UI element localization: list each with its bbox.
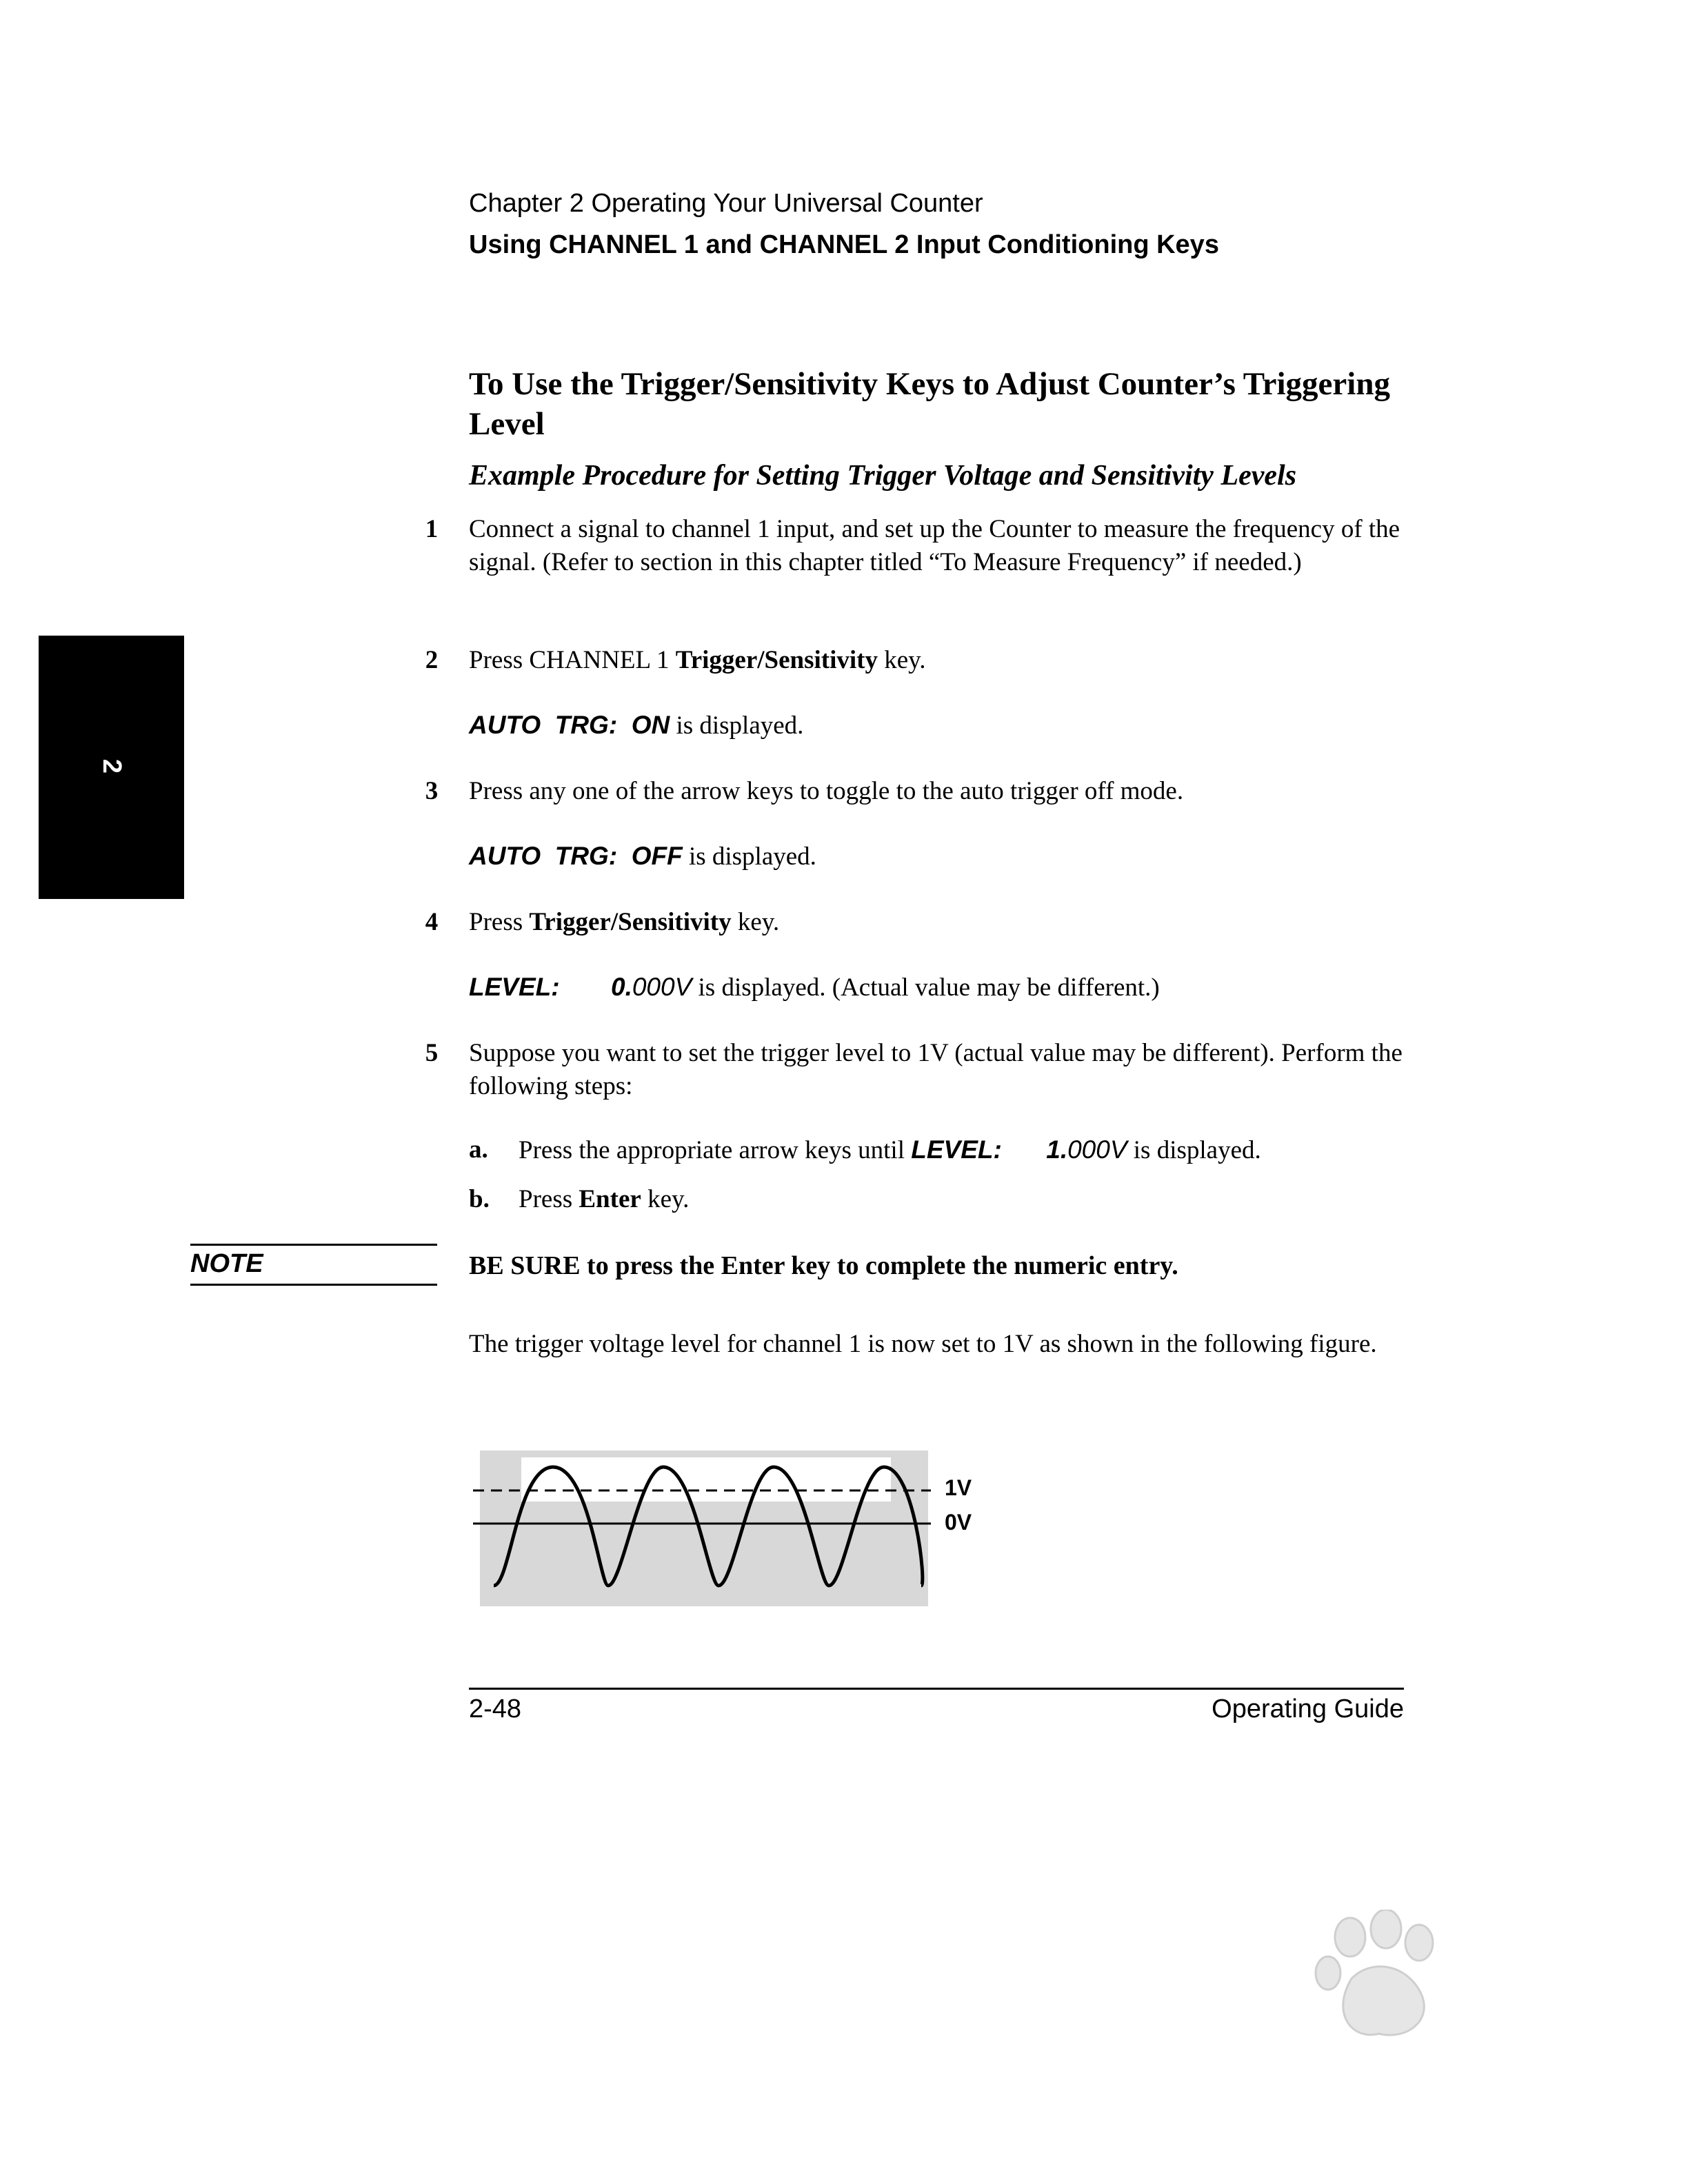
substep-b-post: key. (641, 1185, 690, 1213)
display-label: LEVEL: (911, 1135, 1002, 1164)
note-text: BE SURE to press the Enter key to complete the numeric entry. (469, 1251, 1178, 1280)
paw-icon (1186, 1910, 1586, 2172)
substep-a-pre: Press the appropriate arrow keys until (519, 1136, 912, 1164)
display-auto-trg-off (469, 840, 816, 873)
note-rule-bottom (190, 1284, 437, 1286)
substep-b-text (519, 1183, 689, 1216)
step-4-post: key. (731, 908, 780, 936)
display-value-int: 0. (611, 973, 632, 1001)
footer-rule (469, 1688, 1404, 1690)
display-readout: AUTO TRG: ON (469, 711, 670, 739)
display-value-dec: 000V (1067, 1135, 1127, 1164)
display-label: LEVEL: (469, 973, 560, 1001)
enter-key-label: Enter (579, 1185, 641, 1213)
figure-label-0v: 0V (945, 1510, 972, 1535)
step-3-number: 3 (425, 777, 439, 805)
step-3-text: Press any one of the arrow keys to toggle to the auto trigger off mode. (469, 777, 1184, 805)
trigger-sensitivity-key-label: Trigger/Sensitivity (529, 908, 732, 936)
chapter-side-tab (39, 636, 184, 899)
display-value-dec: 000V (632, 973, 692, 1001)
page-title: To Use the Trigger/Sensitivity Keys to Adjust Counter’s Triggering Level (469, 366, 1390, 442)
trigger-sensitivity-key-label: Trigger/Sensitivity (675, 646, 878, 674)
chapter-side-tab-label: 2 (97, 758, 126, 774)
figure-highlight-band (521, 1457, 891, 1502)
step-5-text: Suppose you want to set the trigger level to 1V (actual value may be different). Perform the following steps: (469, 1039, 1403, 1100)
baidu-watermark-logo (1186, 1910, 1586, 2172)
substep-a-marker: a. (469, 1135, 488, 1164)
substep-a-text (519, 1133, 1261, 1167)
step-4-number: 4 (425, 908, 439, 936)
step-4-pre: Press (469, 908, 530, 936)
note-label: NOTE (190, 1249, 263, 1278)
step-1-text: Connect a signal to channel 1 input, and set up the Counter to measure the frequency of the signal. (Refer to section in this chapter titled “To Measure Frequency” if needed.) (469, 515, 1400, 576)
trigger-level-figure (469, 1448, 979, 1613)
note-rule-top (190, 1244, 437, 1246)
after-note-text: The trigger voltage level for channel 1 is now set to 1V as shown in the following figure. (469, 1330, 1377, 1358)
step-2-post: key. (877, 646, 926, 674)
guide-name: Operating Guide (1212, 1695, 1404, 1723)
display-value-int: 1. (1046, 1135, 1068, 1164)
step-4-text (469, 906, 779, 939)
step-2-number: 2 (425, 646, 439, 674)
display-level-0v (469, 971, 1160, 1004)
display-note: is displayed. (670, 711, 804, 740)
procedure-subtitle: Example Procedure for Setting Trigger Voltage and Sensitivity Levels (469, 460, 1297, 492)
display-note: is displayed. (Actual value may be different.) (692, 973, 1160, 1002)
chapter-header: Chapter 2 Operating Your Universal Counter (469, 189, 983, 218)
substep-b-marker: b. (469, 1185, 490, 1213)
step-1-number: 1 (425, 515, 439, 543)
substep-a-post: is displayed. (1127, 1136, 1261, 1164)
step-2-pre: Press CHANNEL 1 (469, 646, 676, 674)
page-number: 2-48 (469, 1695, 522, 1723)
figure-label-1v: 1V (945, 1475, 972, 1500)
step-5-number: 5 (425, 1039, 439, 1067)
display-note: is displayed. (682, 842, 816, 871)
step-2-text (469, 644, 926, 677)
display-auto-trg-on (469, 709, 803, 742)
display-readout: AUTO TRG: OFF (469, 842, 683, 870)
substep-b-pre: Press (519, 1185, 579, 1213)
section-header: Using CHANNEL 1 and CHANNEL 2 Input Conditioning Keys (469, 230, 1219, 259)
